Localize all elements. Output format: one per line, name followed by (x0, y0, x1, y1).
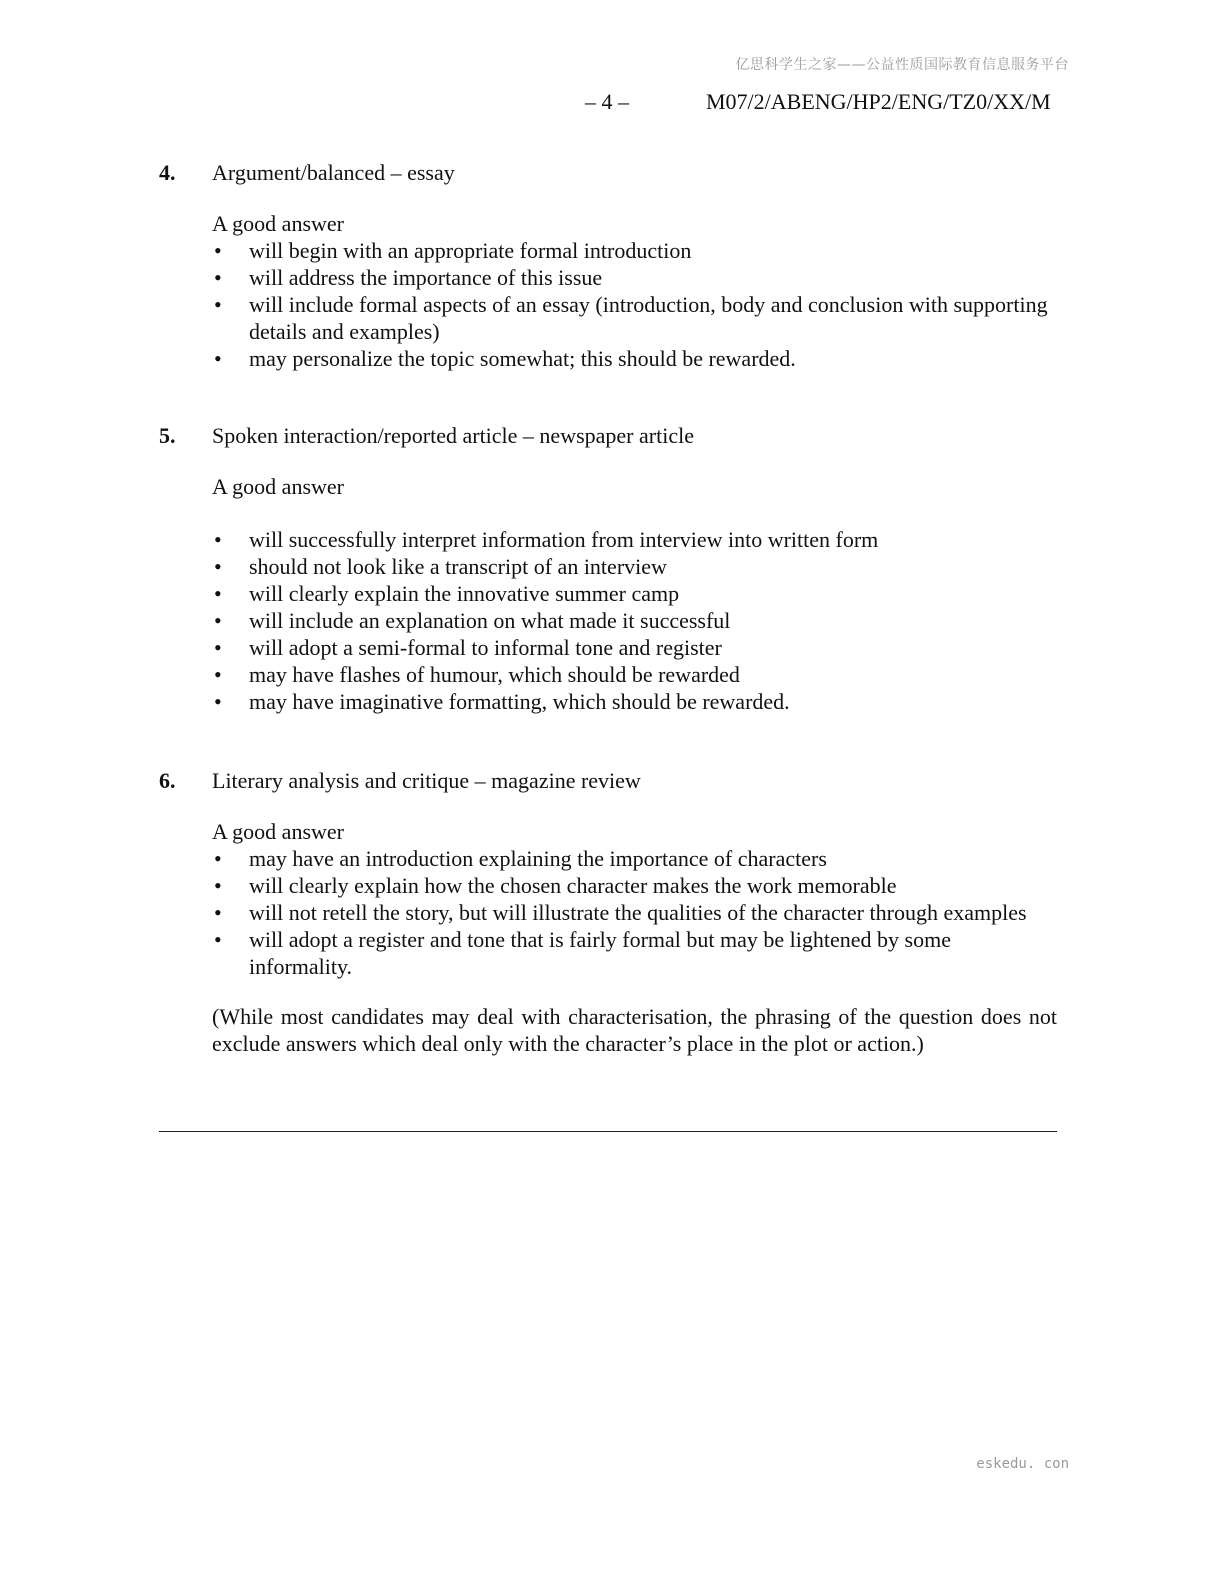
bullet-icon: • (214, 635, 222, 660)
list-item-text: may personalize the topic somewhat; this should be rewarded. (249, 346, 796, 371)
bullet-icon: • (214, 292, 222, 317)
bullet-icon: • (214, 873, 222, 898)
watermark-footer-text: eskedu. con (976, 1456, 1069, 1472)
answer-intro: A good answer (212, 211, 344, 236)
watermark-header-text: 亿思科学生之家——公益性质国际教育信息服务平台 (735, 57, 1069, 73)
answer-intro: A good answer (212, 819, 344, 844)
list-item (212, 845, 1057, 872)
question-6 (159, 767, 1057, 1057)
list-item (212, 580, 1057, 607)
question-heading (159, 159, 1057, 186)
list-item (212, 899, 1057, 926)
question-heading (159, 767, 1057, 794)
list-item-text: will adopt a register and tone that is fairly formal but may be lightened by some informality. (249, 927, 951, 979)
bullet-icon: • (214, 554, 222, 579)
bullet-icon: • (214, 265, 222, 290)
bullet-icon: • (214, 346, 222, 371)
list-item (212, 872, 1057, 899)
question-body (212, 473, 1057, 715)
list-item-text: will clearly explain how the chosen character makes the work memorable (249, 873, 897, 898)
list-item (212, 926, 1057, 980)
list-item (212, 291, 1057, 345)
list-item-text: will include an explanation on what made it successful (249, 608, 731, 633)
list-item (212, 688, 1057, 715)
answer-intro: A good answer (212, 474, 344, 499)
footer-divider (159, 1131, 1057, 1132)
question-heading (159, 422, 1057, 449)
list-item-text: will clearly explain the innovative summer camp (249, 581, 680, 606)
question-title: Argument/balanced – essay (212, 160, 455, 185)
examiner-note: (While most candidates may deal with characterisation, the phrasing of the question does not exclude answers which deal only with the character’s place in the plot or action.) (212, 1004, 1057, 1056)
list-item (212, 553, 1057, 580)
list-item (212, 237, 1057, 264)
list-item-text: will not retell the story, but will illustrate the qualities of the character through examples (249, 900, 1027, 925)
bullet-icon: • (214, 900, 222, 925)
answer-points-list (212, 526, 1057, 715)
question-body (212, 210, 1057, 372)
question-4 (159, 159, 1057, 372)
bullet-icon: • (214, 689, 222, 714)
question-number: 5. (159, 423, 176, 448)
list-item-text: will begin with an appropriate formal introduction (249, 238, 692, 263)
question-number: 6. (159, 768, 176, 793)
question-number: 4. (159, 160, 176, 185)
bullet-icon: • (214, 608, 222, 633)
bullet-icon: • (214, 238, 222, 263)
list-item (212, 607, 1057, 634)
list-item-text: will adopt a semi-formal to informal tone and register (249, 635, 722, 660)
list-item-text: will include formal aspects of an essay (introduction, body and conclusion with supporting details and examples) (249, 292, 1048, 344)
list-item (212, 526, 1057, 553)
list-item (212, 264, 1057, 291)
bullet-icon: • (214, 527, 222, 552)
list-item (212, 661, 1057, 688)
question-5 (159, 422, 1057, 715)
list-item (212, 345, 1057, 372)
page-number: – 4 – (585, 89, 629, 114)
list-item-text: may have flashes of humour, which should be rewarded (249, 662, 740, 687)
list-item-text: should not look like a transcript of an interview (249, 554, 667, 579)
bullet-icon: • (214, 662, 222, 687)
list-item-text: will address the importance of this issue (249, 265, 603, 290)
bullet-icon: • (214, 581, 222, 606)
list-item-text: will successfully interpret information from interview into written form (249, 527, 879, 552)
question-title: Literary analysis and critique – magazine review (212, 768, 641, 793)
list-item-text: may have imaginative formatting, which should be rewarded. (249, 689, 790, 714)
bullet-icon: • (214, 927, 222, 952)
answer-points-list (212, 237, 1057, 372)
list-item (212, 634, 1057, 661)
answer-points-list (212, 845, 1057, 980)
list-item-text: may have an introduction explaining the importance of characters (249, 846, 827, 871)
document-code: M07/2/ABENG/HP2/ENG/TZ0/XX/M (706, 89, 1051, 114)
bullet-icon: • (214, 846, 222, 871)
question-body (212, 818, 1057, 1057)
question-title: Spoken interaction/reported article – newspaper article (212, 423, 694, 448)
